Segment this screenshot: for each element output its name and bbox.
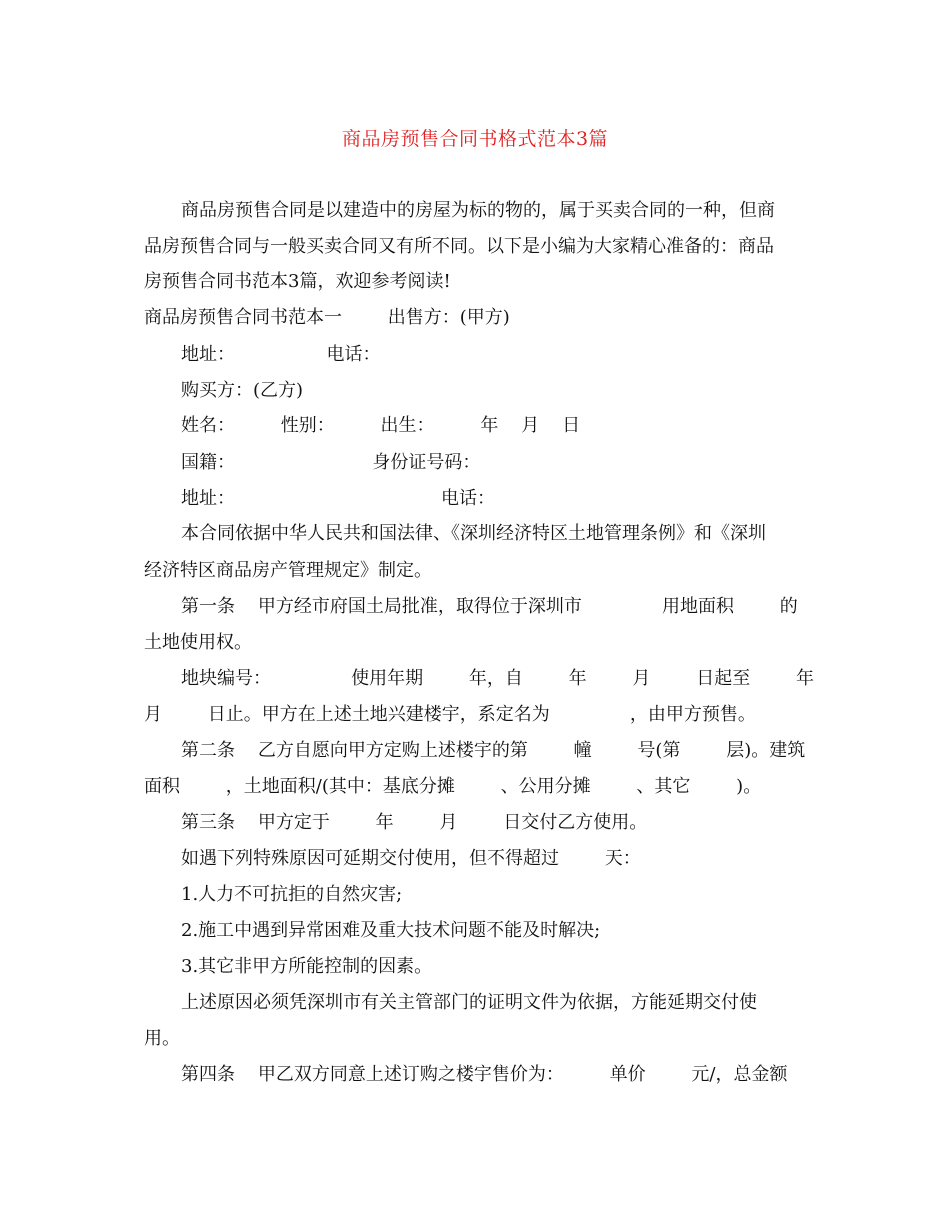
section-heading-line: 商品房预售合同书范本一 出售方：(甲方) bbox=[144, 307, 510, 328]
list-item: 1.人力不可抗拒的自然灾害; bbox=[181, 884, 403, 905]
list-item: 2.施工中遇到异常困难及重大技术问题不能及时解决; bbox=[181, 920, 601, 941]
form-field-line: 地址： 电话： bbox=[181, 488, 495, 509]
paragraph-line: 如遇下列特殊原因可延期交付使用，但不得超过 天： bbox=[181, 848, 641, 869]
paragraph-line: 商品房预售合同是以建造中的房屋为标的物的，属于买卖合同的一种，但商 bbox=[181, 200, 775, 221]
paragraph-line: 品房预售合同与一般买卖合同又有所不同。以下是小编为大家精心准备的：商品 bbox=[144, 236, 774, 257]
clause-line: 第二条 乙方自愿向甲方定购上述楼宇的第 幢 号(第 层)。建筑 bbox=[181, 740, 806, 761]
paragraph-line: 房预售合同书范本3篇，欢迎参考阅读! bbox=[144, 271, 451, 292]
paragraph-line: 本合同依据中华人民共和国法律、《深圳经济特区土地管理条例》和《深圳 bbox=[181, 523, 766, 544]
form-field-line: 购买方：(乙方) bbox=[181, 380, 304, 401]
form-field-line: 国籍： 身份证号码： bbox=[181, 452, 481, 473]
paragraph-line: 上述原因必须凭深圳市有关主管部门的证明文件为依据，方能延期交付使 bbox=[181, 992, 757, 1013]
clause-line: 第三条 甲方定于 年 月 日交付乙方使用。 bbox=[181, 812, 648, 833]
clause-line: 第一条 甲方经市府国土局批准，取得位于深圳市 用地面积 的 bbox=[181, 596, 798, 617]
form-field-line: 姓名： 性别： 出生： 年 月 日 bbox=[181, 415, 581, 436]
clause-line: 地块编号： 使用年期 年，自 年 月 日起至 年 bbox=[181, 668, 814, 689]
list-item: 3.其它非甲方所能控制的因素。 bbox=[181, 956, 433, 977]
clause-line: 面积 ，土地面积/(其中：基底分摊 、公用分摊 、其它 )。 bbox=[144, 776, 762, 797]
paragraph-line: 用。 bbox=[144, 1028, 180, 1049]
form-field-line: 地址： 电话： bbox=[181, 344, 381, 365]
paragraph-line: 经济特区商品房产管理规定》制定。 bbox=[144, 560, 432, 581]
clause-line: 月 日止。甲方在上述土地兴建楼宇，系定名为 ，由甲方预售。 bbox=[144, 704, 756, 725]
clause-line: 第四条 甲乙双方同意上述订购之楼宇售价为： 单价 元/，总金额 bbox=[181, 1064, 788, 1085]
document-title: 商品房预售合同书格式范本3篇 bbox=[341, 128, 609, 150]
clause-line: 土地使用权。 bbox=[144, 632, 252, 653]
